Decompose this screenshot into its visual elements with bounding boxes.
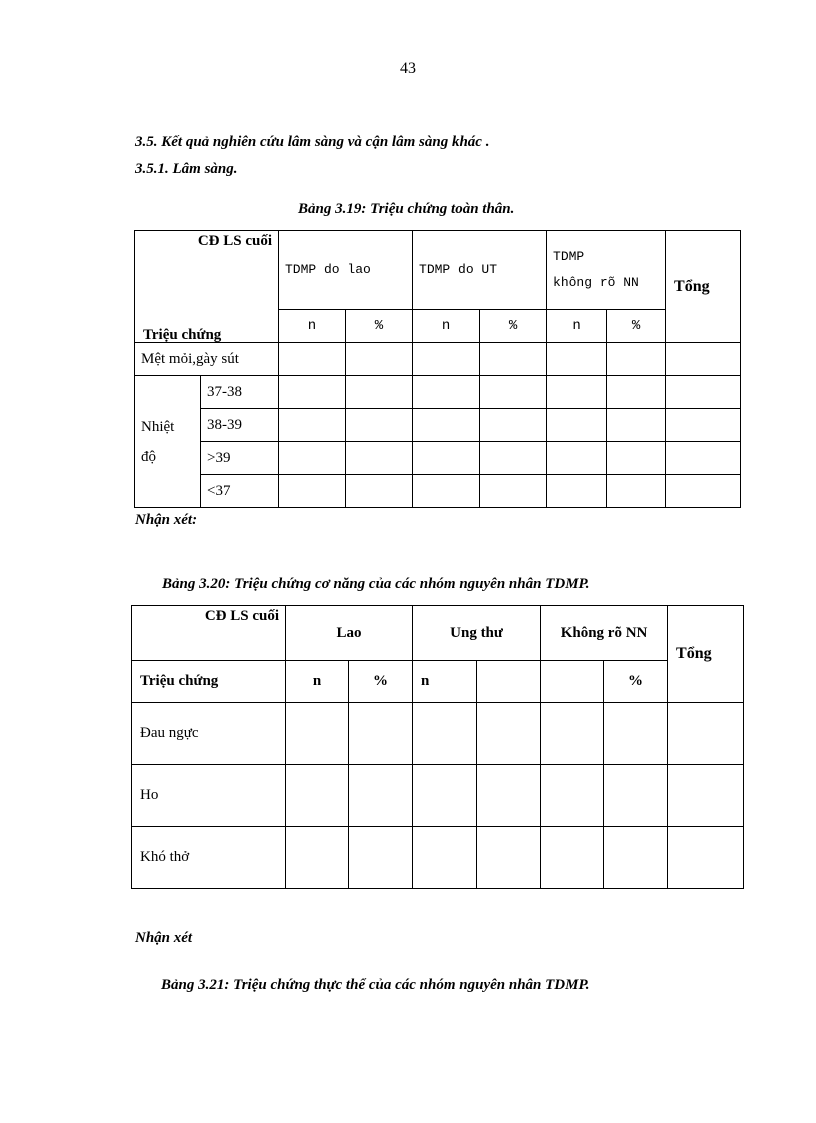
table1-cell — [413, 442, 480, 475]
table2-cell — [477, 827, 541, 889]
page-number: 43 — [400, 60, 416, 77]
table2-cell — [349, 827, 413, 889]
table2-corner-top-cell — [132, 606, 286, 661]
table1-cell — [547, 475, 607, 508]
table1-cell — [666, 343, 741, 376]
note-2: Nhận xét — [135, 930, 193, 946]
table2-cell — [286, 703, 349, 765]
table2-cell — [477, 765, 541, 827]
table1-cell — [346, 442, 413, 475]
table1-temp-range: 37-38 — [201, 376, 279, 409]
table2-sub-n: n — [286, 661, 349, 703]
table1-group-cancer — [413, 231, 547, 310]
table1-corner-top: CĐ LS cuối — [197, 233, 272, 249]
table1-cell — [547, 376, 607, 409]
table1-temp-range: <37 — [201, 475, 279, 508]
table2-cell — [413, 827, 477, 889]
table-row — [135, 409, 741, 442]
table1-cell — [279, 409, 346, 442]
table1-cell — [279, 442, 346, 475]
table2-row-label: Khó thở — [132, 827, 286, 889]
table-row — [135, 376, 741, 409]
table2-cell — [477, 703, 541, 765]
table2-cell — [604, 703, 668, 765]
table1-group-unknown-line1: TDMP — [553, 249, 585, 264]
table1-cell — [607, 442, 666, 475]
table2-group-cancer: Ung thư — [413, 606, 541, 661]
table-row — [135, 343, 741, 376]
table1-sub-percent: % — [480, 310, 547, 343]
note-1: Nhận xét: — [135, 512, 198, 528]
table-row — [132, 703, 744, 765]
table1-cell — [480, 376, 547, 409]
table1-row-fatigue-label: Mệt mỏi,gày sút — [135, 343, 279, 376]
table1-sub-percent: % — [346, 310, 413, 343]
table2-cell — [604, 765, 668, 827]
table2-group-tb: Lao — [286, 606, 413, 661]
table-row — [132, 765, 744, 827]
table1-total-header: Tổng — [666, 231, 741, 343]
table1-cell — [480, 442, 547, 475]
table-row — [132, 827, 744, 889]
table2-row-label: Đau ngực — [132, 703, 286, 765]
section-heading: 3.5. Kết quả nghiên cứu lâm sàng và cận lâm sàng khác . — [135, 134, 490, 150]
table-systemic-symptoms — [134, 230, 741, 508]
table2-cell — [541, 703, 604, 765]
table1-cell — [666, 409, 741, 442]
table-functional-symptoms — [131, 605, 744, 889]
table1-cell — [346, 376, 413, 409]
table1-group-unknown — [547, 231, 666, 310]
table2-caption: Bảng 3.20: Triệu chứng cơ năng của các nhóm nguyên nhân TDMP. — [162, 576, 590, 592]
table2-row-label: Ho — [132, 765, 286, 827]
table1-cell — [346, 475, 413, 508]
table2-cell — [668, 765, 744, 827]
table1-cell — [413, 343, 480, 376]
table2-cell — [286, 827, 349, 889]
table1-temp-range: 38-39 — [201, 409, 279, 442]
table1-sub-percent: % — [607, 310, 666, 343]
table1-cell — [547, 442, 607, 475]
table2-sub-n: n — [413, 661, 477, 703]
table2-sub-percent: % — [604, 661, 668, 703]
table2-cell — [668, 827, 744, 889]
table2-corner-top: CĐ LS cuối — [204, 608, 279, 624]
table1-group-tb-label: TDMP do lao — [285, 262, 371, 277]
table1-group-tb — [279, 231, 413, 310]
table2-corner-bottom: Triệu chứng — [132, 661, 286, 703]
table1-cell — [413, 409, 480, 442]
table1-cell — [547, 409, 607, 442]
table2-sub-empty — [541, 661, 604, 703]
table2-cell — [413, 765, 477, 827]
table2-group-unknown: Không rõ NN — [541, 606, 668, 661]
table1-temperature-label-line2: độ — [141, 448, 156, 465]
table2-cell — [349, 703, 413, 765]
table1-cell — [666, 376, 741, 409]
table1-cell — [480, 409, 547, 442]
table1-group-cancer-label: TDMP do UT — [419, 262, 498, 277]
table1-cell — [607, 343, 666, 376]
table1-cell — [279, 376, 346, 409]
table1-cell — [413, 475, 480, 508]
table1-group-unknown-line2: không rõ NN — [553, 275, 639, 290]
table1-corner-bottom: Triệu chứng — [143, 327, 222, 343]
table2-cell — [413, 703, 477, 765]
table2-sub-empty — [477, 661, 541, 703]
table1-cell — [666, 475, 741, 508]
table2-cell — [541, 765, 604, 827]
table1-temperature-label-line1: Nhiệt — [141, 418, 175, 435]
table1-cell — [413, 376, 480, 409]
table2-cell — [541, 827, 604, 889]
table1-cell — [480, 343, 547, 376]
table1-cell — [279, 475, 346, 508]
table1-cell — [480, 475, 547, 508]
table-row — [135, 475, 741, 508]
table1-cell — [346, 409, 413, 442]
table1-cell — [607, 409, 666, 442]
table1-cell — [279, 343, 346, 376]
table1-cell — [607, 376, 666, 409]
table1-temperature-label — [135, 376, 201, 508]
table2-sub-percent: % — [349, 661, 413, 703]
table1-sub-n: n — [413, 310, 480, 343]
table1-caption: Bảng 3.19: Triệu chứng toàn thân. — [298, 201, 515, 217]
subsection-heading: 3.5.1. Lâm sàng. — [135, 161, 238, 177]
table2-cell — [349, 765, 413, 827]
table3-caption: Bảng 3.21: Triệu chứng thực thể của các nhóm nguyên nhân TDMP. — [161, 977, 590, 993]
table-row — [135, 442, 741, 475]
table1-cell — [607, 475, 666, 508]
table2-cell — [286, 765, 349, 827]
table2-cell — [668, 703, 744, 765]
table2-total-header: Tổng — [668, 606, 744, 703]
table1-cell — [547, 343, 607, 376]
table1-temp-range: >39 — [201, 442, 279, 475]
table1-corner-cell — [135, 231, 279, 343]
table1-sub-n: n — [279, 310, 346, 343]
table2-cell — [604, 827, 668, 889]
table1-sub-n: n — [547, 310, 607, 343]
table1-cell — [346, 343, 413, 376]
table1-cell — [666, 442, 741, 475]
